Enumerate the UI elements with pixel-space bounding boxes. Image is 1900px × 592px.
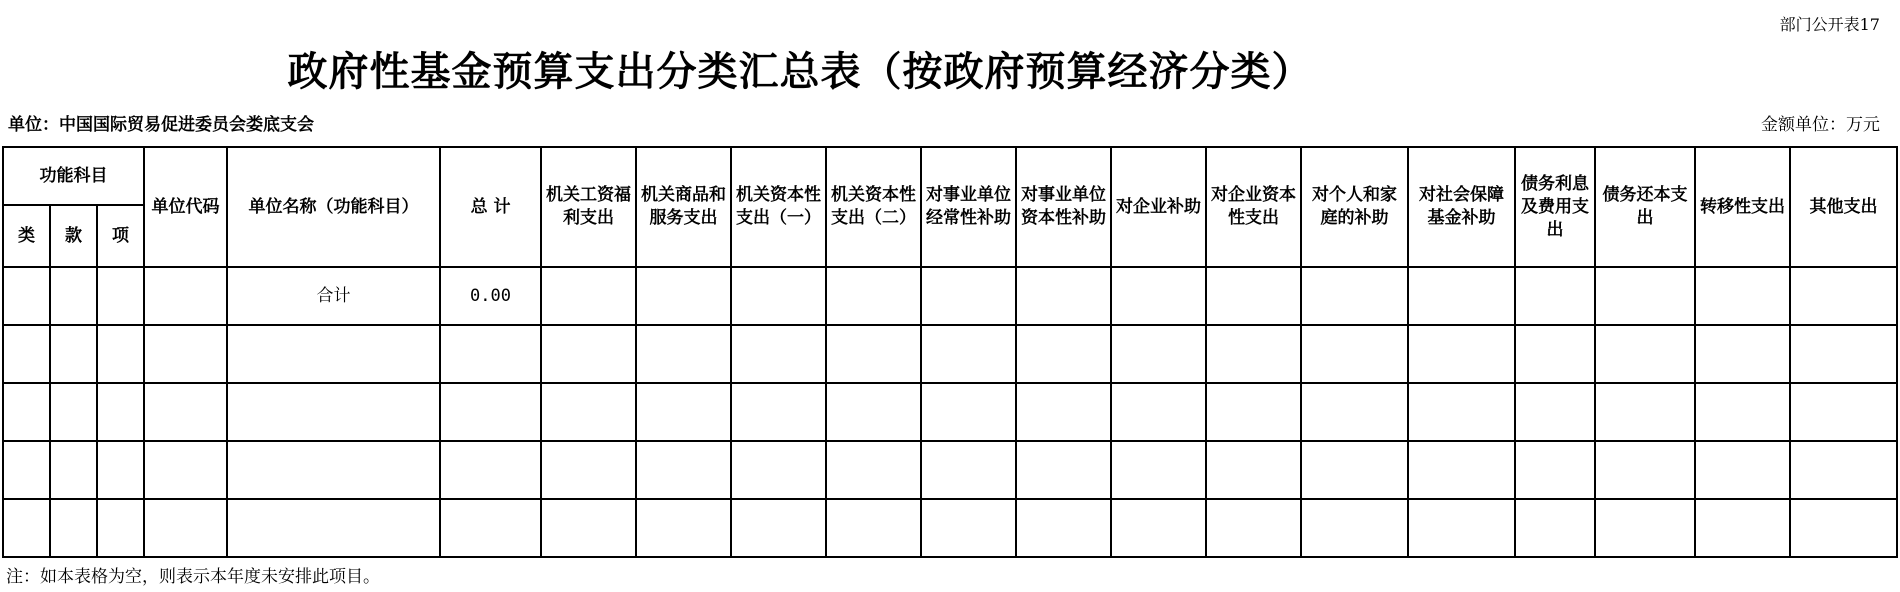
total-label-cell: 合计 bbox=[227, 267, 440, 325]
table-cell bbox=[921, 441, 1016, 499]
table-cell bbox=[1111, 383, 1206, 441]
table-row-empty bbox=[3, 325, 1897, 383]
expense-col-header: 债务还本支出 bbox=[1595, 147, 1695, 267]
table-cell bbox=[826, 441, 921, 499]
table-cell bbox=[1206, 441, 1301, 499]
table-cell bbox=[3, 325, 50, 383]
expense-col-header: 对社会保障基金补助 bbox=[1408, 147, 1515, 267]
expense-col-header: 对个人和家庭的补助 bbox=[1301, 147, 1408, 267]
table-cell bbox=[1016, 325, 1111, 383]
page-title: 政府性基金预算支出分类汇总表（按政府预算经济分类） bbox=[287, 48, 1313, 95]
table-cell bbox=[731, 441, 826, 499]
reporting-unit: 单位：中国国际贸易促进委员会娄底支会 bbox=[8, 115, 314, 135]
table-cell bbox=[636, 325, 731, 383]
table-cell bbox=[826, 325, 921, 383]
table-cell bbox=[1301, 499, 1408, 557]
table-cell bbox=[227, 325, 440, 383]
table-cell bbox=[440, 499, 541, 557]
total-header: 总 计 bbox=[440, 147, 541, 267]
table-cell bbox=[1695, 325, 1790, 383]
table-cell bbox=[1515, 499, 1595, 557]
table-cell bbox=[826, 383, 921, 441]
expense-col-header: 机关商品和服务支出 bbox=[636, 147, 731, 267]
table-cell bbox=[1790, 441, 1897, 499]
table-cell bbox=[1595, 325, 1695, 383]
table-row-empty bbox=[3, 383, 1897, 441]
table-cell bbox=[1111, 441, 1206, 499]
table-cell bbox=[636, 441, 731, 499]
table-cell bbox=[144, 441, 227, 499]
table-cell bbox=[921, 267, 1016, 325]
table-cell bbox=[440, 325, 541, 383]
table-cell bbox=[50, 267, 97, 325]
table-cell bbox=[541, 267, 636, 325]
table-cell bbox=[1206, 499, 1301, 557]
expense-col-header: 对企业补助 bbox=[1111, 147, 1206, 267]
unit-code-header: 单位代码 bbox=[144, 147, 227, 267]
header-row-top bbox=[3, 147, 1897, 205]
table-cell bbox=[1515, 267, 1595, 325]
table-cell bbox=[1695, 267, 1790, 325]
table-cell bbox=[541, 325, 636, 383]
table-cell bbox=[636, 499, 731, 557]
table-cell bbox=[1695, 499, 1790, 557]
table-cell bbox=[1111, 267, 1206, 325]
category-header: 类 bbox=[3, 205, 50, 267]
table-cell bbox=[50, 325, 97, 383]
table-row-empty bbox=[3, 499, 1897, 557]
table-cell bbox=[1515, 441, 1595, 499]
table-cell bbox=[97, 499, 144, 557]
table-cell bbox=[1408, 499, 1515, 557]
table-cell bbox=[50, 499, 97, 557]
table-cell bbox=[227, 499, 440, 557]
unit-name-header: 单位名称（功能科目） bbox=[227, 147, 440, 267]
table-cell bbox=[731, 267, 826, 325]
section-header: 款 bbox=[50, 205, 97, 267]
table-cell bbox=[3, 441, 50, 499]
table-row-empty bbox=[3, 441, 1897, 499]
table-cell bbox=[1301, 325, 1408, 383]
table-cell bbox=[731, 383, 826, 441]
table-cell bbox=[826, 499, 921, 557]
table-cell bbox=[1595, 267, 1695, 325]
table-cell bbox=[1515, 325, 1595, 383]
expense-col-header: 机关资本性支出（一） bbox=[731, 147, 826, 267]
table-cell bbox=[440, 441, 541, 499]
table-cell bbox=[1016, 499, 1111, 557]
table-cell bbox=[1301, 267, 1408, 325]
table-cell bbox=[144, 325, 227, 383]
table-cell bbox=[1301, 383, 1408, 441]
table-cell bbox=[97, 325, 144, 383]
table-cell bbox=[97, 383, 144, 441]
table-cell bbox=[1695, 383, 1790, 441]
table-cell bbox=[636, 267, 731, 325]
table-cell bbox=[1790, 267, 1897, 325]
table-cell bbox=[636, 383, 731, 441]
table-cell bbox=[921, 325, 1016, 383]
table-cell bbox=[1595, 499, 1695, 557]
item-header: 项 bbox=[97, 205, 144, 267]
table-cell bbox=[541, 383, 636, 441]
table-cell bbox=[1408, 441, 1515, 499]
expense-col-header: 转移性支出 bbox=[1695, 147, 1790, 267]
table-cell bbox=[826, 267, 921, 325]
table-cell bbox=[1695, 441, 1790, 499]
table-cell bbox=[541, 441, 636, 499]
table-cell bbox=[3, 383, 50, 441]
table-cell bbox=[731, 325, 826, 383]
table-cell bbox=[1111, 325, 1206, 383]
table-cell bbox=[1301, 441, 1408, 499]
table-cell bbox=[1595, 383, 1695, 441]
table-cell bbox=[227, 383, 440, 441]
expense-col-header: 债务利息及费用支出 bbox=[1515, 147, 1595, 267]
table-cell bbox=[144, 267, 227, 325]
table-cell bbox=[1111, 499, 1206, 557]
table-cell bbox=[1016, 383, 1111, 441]
table-cell bbox=[1408, 267, 1515, 325]
table-cell bbox=[1016, 267, 1111, 325]
table-cell bbox=[1595, 441, 1695, 499]
expense-col-header: 对事业单位经常性补助 bbox=[921, 147, 1016, 267]
table-cell bbox=[1408, 383, 1515, 441]
expense-col-header: 其他支出 bbox=[1790, 147, 1897, 267]
table-cell bbox=[1408, 325, 1515, 383]
table-cell bbox=[1206, 383, 1301, 441]
expense-col-header: 机关工资福利支出 bbox=[541, 147, 636, 267]
expense-col-header: 对事业单位资本性补助 bbox=[1016, 147, 1111, 267]
table-cell bbox=[1016, 441, 1111, 499]
table-cell bbox=[227, 441, 440, 499]
table-cell bbox=[50, 383, 97, 441]
form-number: 部门公开表17 bbox=[1779, 15, 1880, 34]
table-cell bbox=[541, 499, 636, 557]
table-cell bbox=[3, 267, 50, 325]
table-cell bbox=[144, 383, 227, 441]
table-cell bbox=[921, 499, 1016, 557]
table-cell bbox=[3, 499, 50, 557]
footnote: 注：如本表格为空，则表示本年度未安排此项目。 bbox=[6, 567, 380, 587]
currency-unit: 金额单位：万元 bbox=[1761, 115, 1880, 135]
table-cell bbox=[144, 499, 227, 557]
table-cell bbox=[440, 383, 541, 441]
table-cell bbox=[1206, 325, 1301, 383]
table-cell bbox=[1790, 499, 1897, 557]
table-cell bbox=[1790, 325, 1897, 383]
table-cell bbox=[97, 267, 144, 325]
table-cell bbox=[921, 383, 1016, 441]
table-cell bbox=[1515, 383, 1595, 441]
table-cell bbox=[731, 499, 826, 557]
total-value-cell: 0.00 bbox=[440, 267, 541, 325]
table-cell bbox=[1206, 267, 1301, 325]
table-cell bbox=[50, 441, 97, 499]
function-subject-header: 功能科目 bbox=[3, 147, 144, 205]
expense-col-header: 机关资本性支出（二） bbox=[826, 147, 921, 267]
table-cell bbox=[1790, 383, 1897, 441]
budget-table bbox=[2, 146, 1898, 558]
expense-col-header: 对企业资本性支出 bbox=[1206, 147, 1301, 267]
table-row-total bbox=[3, 267, 1897, 325]
table-cell bbox=[97, 441, 144, 499]
